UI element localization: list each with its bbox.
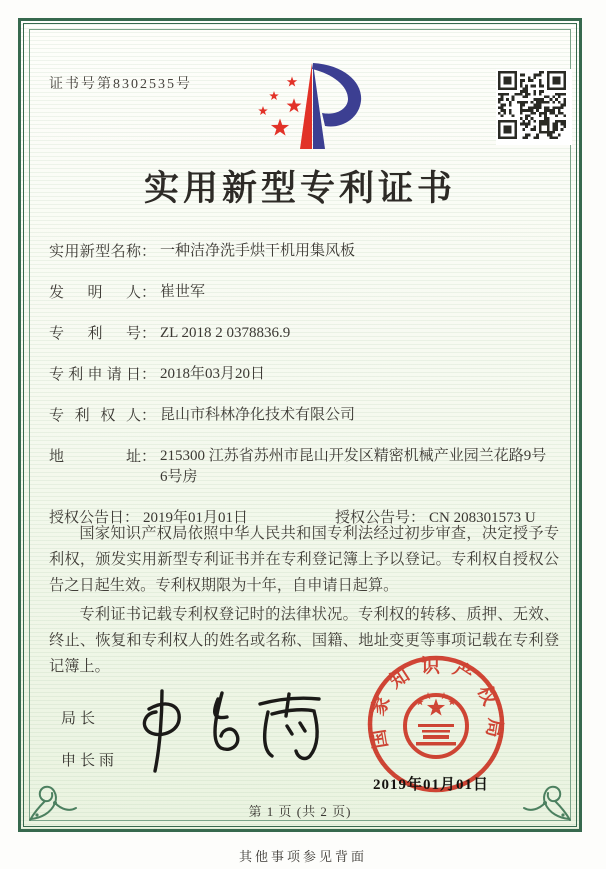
field-value: ZL 2018 2 0378836.9 bbox=[160, 325, 291, 341]
certificate-title: 实用新型专利证书 bbox=[143, 169, 456, 208]
certificate-page bbox=[18, 18, 582, 832]
field-label: 发明人 bbox=[49, 285, 141, 301]
back-side-note: 其他事项参见背面 bbox=[238, 849, 367, 864]
field-value: 昆山市科林净化技术有限公司 bbox=[160, 407, 356, 423]
field-row-address bbox=[49, 446, 561, 488]
field-row-filing-date bbox=[49, 364, 561, 386]
field-label: 地址 bbox=[49, 449, 141, 465]
legal-paragraph-2: 专利证书记载专利权登记时的法律状况。专利权的转移、质押、无效、终止、恢复和专利权人的姓名或名称、国籍、地址变更等事项记载在专利登记簿上。 bbox=[49, 606, 559, 675]
grant-date-value: 2019年01月01日 bbox=[143, 510, 249, 526]
field-colon: ： bbox=[141, 244, 157, 260]
seal-text: 国家知识产权局 bbox=[366, 655, 506, 750]
field-value: 2018年03月20日 bbox=[160, 366, 266, 382]
field-colon: ： bbox=[141, 449, 157, 465]
certificate-number: 证书号第8302535号 bbox=[49, 77, 192, 92]
commissioner-name: 申长雨 bbox=[61, 753, 119, 769]
field-row-patentee bbox=[49, 405, 561, 427]
field-label: 专利申请日 bbox=[49, 367, 141, 383]
page-number: 第 1 页 (共 2 页) bbox=[248, 804, 352, 819]
handwritten-signature-icon bbox=[121, 685, 346, 785]
grant-date-label: 授权公告日 bbox=[49, 510, 125, 526]
field-label: 实用新型名称 bbox=[49, 244, 141, 260]
field-label: 专利号 bbox=[49, 326, 141, 342]
grant-number-value: CN 208301573 U bbox=[429, 510, 536, 526]
seal-date: 2019年01月01日 bbox=[373, 777, 490, 793]
field-row-patent-number bbox=[49, 323, 561, 345]
field-value: 215300 江苏省苏州市昆山开发区精密机械产业园兰花路9号6号房 bbox=[160, 448, 547, 485]
field-colon: ： bbox=[410, 510, 426, 526]
field-colon: ： bbox=[141, 367, 157, 383]
field-colon: ： bbox=[141, 326, 157, 342]
field-value: 崔世军 bbox=[160, 284, 206, 300]
commissioner-title: 局长 bbox=[61, 711, 100, 727]
field-row-name bbox=[49, 241, 561, 263]
legal-paragraph-1: 国家知识产权局依照中华人民共和国专利法经过初步审查，决定授予专利权，颁发实用新型专利证书并在专利登记簿上予以登记。专利权自授权公告之日起生效。专利权期限为十年，自申请日起算。 bbox=[49, 525, 559, 594]
field-colon: ： bbox=[141, 408, 157, 424]
field-list bbox=[49, 241, 561, 529]
field-label: 专利权人 bbox=[49, 408, 141, 424]
field-row-inventor bbox=[49, 282, 561, 304]
cnipa-patent-logo-icon bbox=[249, 55, 373, 159]
field-value: 一种洁净洗手烘干机用集风板 bbox=[160, 243, 356, 259]
grant-number-label: 授权公告号 bbox=[335, 510, 411, 526]
field-colon: ： bbox=[141, 285, 157, 301]
field-colon: ： bbox=[124, 510, 140, 526]
qr-code-icon bbox=[496, 69, 572, 145]
